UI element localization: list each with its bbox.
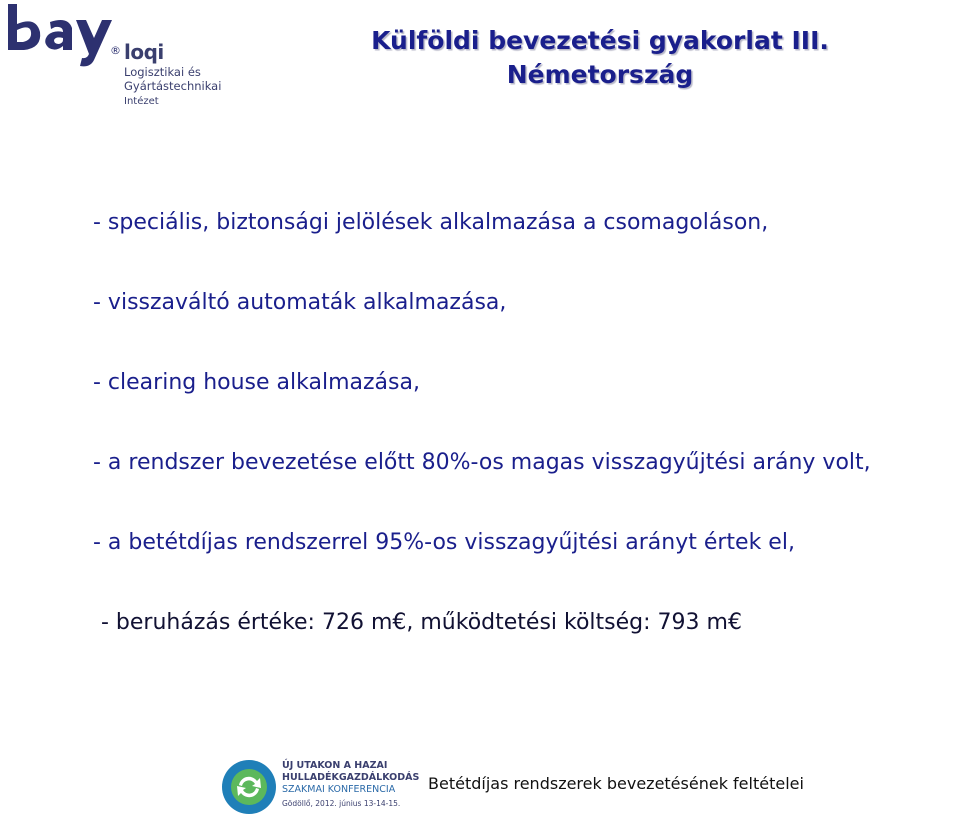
conference-line-3: SZAKMAI KONFERENCIA — [282, 784, 396, 795]
bullet-item: - a rendszer bevezetése előtt 80%-os magas visszagyűjtési arány volt, — [93, 450, 871, 475]
bullet-list — [93, 203, 953, 683]
title-line-1: Külföldi bevezetési gyakorlat III. — [371, 26, 829, 55]
logi-wordmark: loqi — [124, 40, 164, 64]
bullet-item: - beruházás értéke: 726 m€, működtetési költség: 793 m€ — [101, 610, 742, 635]
logi-line-1: Logisztikai és — [124, 65, 201, 79]
logi-line-3: Intézet — [124, 96, 159, 107]
conference-date: Gödöllő, 2012. június 13-14-15. — [282, 799, 401, 808]
registered-mark: ® — [110, 44, 121, 57]
footer-caption: Betétdíjas rendszerek bevezetésének feltételei — [428, 774, 804, 793]
bay-logo — [6, 2, 126, 72]
conference-line-1: ÚJ UTAKON A HAZAI — [282, 760, 388, 771]
recycle-icon — [220, 758, 278, 816]
conference-logo — [220, 752, 420, 816]
conference-line-2: HULLADÉKGAZDÁLKODÁS — [282, 772, 420, 783]
slide-title — [300, 24, 900, 92]
bullet-item: - clearing house alkalmazása, — [93, 370, 420, 395]
logi-line-2: Gyártástechnikai — [124, 79, 222, 93]
title-line-2: Németország — [506, 60, 694, 89]
header-logos — [6, 2, 236, 112]
conference-text — [282, 760, 419, 809]
bullet-item: - visszaváltó automaták alkalmazása, — [93, 290, 507, 315]
bullet-item: - a betétdíjas rendszerrel 95%-os visszagyűjtési arányt értek el, — [93, 530, 795, 555]
logi-logo — [124, 42, 234, 112]
bullet-item: - speciális, biztonsági jelölések alkalmazása a csomagoláson, — [93, 210, 769, 235]
